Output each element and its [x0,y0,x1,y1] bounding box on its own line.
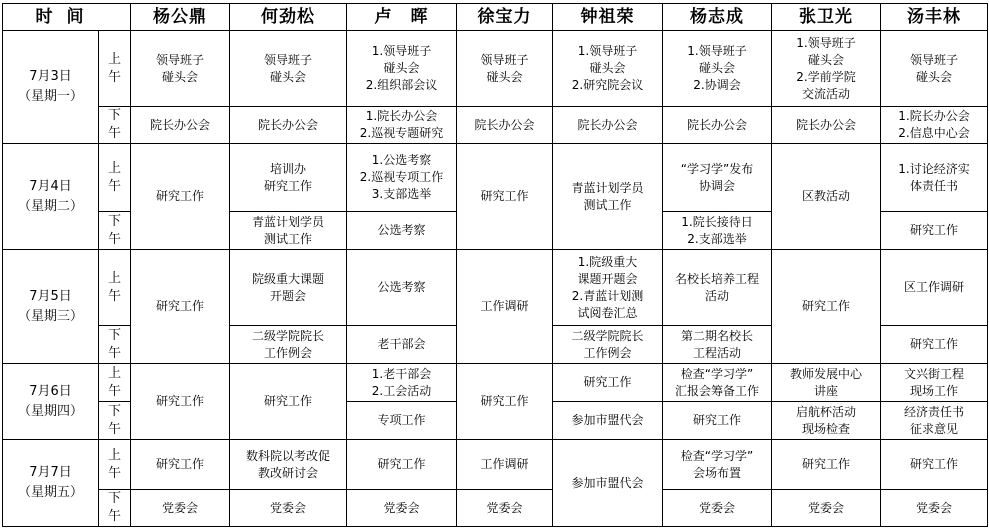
schedule-cell: 院长办公会 [772,107,881,144]
pm-label: 下 午 [99,326,131,364]
schedule-cell: 公选考察 [347,212,457,250]
schedule-cell: 党委会 [772,490,881,527]
schedule-cell: 青蓝计划学员 测试工作 [230,212,347,250]
schedule-cell: 领导班子 碰头会 [131,31,230,107]
schedule-cell: 教师发展中心 讲座 [772,364,881,402]
schedule-cell: 研究工作 [131,144,230,250]
schedule-cell: 1.老干部会 2.工会活动 [347,364,457,402]
schedule-cell: 1.领导班子 碰头会 2.协调会 [663,31,772,107]
schedule-cell: 研究工作 [881,326,988,364]
schedule-cell: 青蓝计划学员 测试工作 [553,144,663,250]
date-cell: 7月7日 （星期五） [3,440,99,527]
schedule-cell: 研究工作 [881,212,988,250]
schedule-cell: “学习学”发布 协调会 [663,144,772,212]
pm-label: 下 午 [99,107,131,144]
time-header: 时间 [3,4,131,31]
schedule-cell: 1.公选考察 2.巡视专项工作 3.支部选举 [347,144,457,212]
day1-am-row [3,31,988,107]
person-header: 杨公鼎 [131,4,230,31]
schedule-cell: 研究工作 [230,364,347,440]
schedule-cell: 参加市盟代会 [553,440,663,527]
schedule-cell: 研究工作 [131,250,230,364]
person-header: 何劲松 [230,4,347,31]
schedule-cell: 老干部会 [347,326,457,364]
schedule-table [2,3,988,527]
pm-label: 下 午 [99,490,131,527]
schedule-cell: 党委会 [881,490,988,527]
day5-pm-row [3,490,988,527]
schedule-cell: 数科院以考改促 教改研讨会 [230,440,347,490]
schedule-cell: 经济责任书 征求意见 [881,402,988,440]
date-cell: 7月4日 （星期二） [3,144,99,250]
schedule-cell: 院长办公会 [457,107,553,144]
schedule-cell: 党委会 [457,490,553,527]
schedule-cell: 研究工作 [457,364,553,440]
schedule-cell: 党委会 [230,490,347,527]
schedule-cell: 文兴街工程 现场工作 [881,364,988,402]
schedule-cell: 公选考察 [347,250,457,326]
schedule-cell: 领导班子 碰头会 [457,31,553,107]
schedule-cell: 研究工作 [347,440,457,490]
schedule-cell: 院长办公会 [131,107,230,144]
schedule-cell: 1.领导班子 碰头会 2.组织部会议 [347,31,457,107]
schedule-cell: 1.院级重大 课题开题会 2.青蓝计划测 试阅卷汇总 [553,250,663,326]
schedule-cell: 研究工作 [131,364,230,440]
schedule-cell: 院长办公会 [553,107,663,144]
schedule-cell: 1.院长办公会 2.信息中心会 [881,107,988,144]
schedule-cell: 参加市盟代会 [553,402,663,440]
schedule-cell: 院长办公会 [663,107,772,144]
schedule-cell: 研究工作 [772,250,881,364]
schedule-cell: 二级学院院长 工作例会 [553,326,663,364]
day4-am-row [3,364,988,402]
schedule-cell: 检查“学习学” 会场布置 [663,440,772,490]
header-row [3,4,988,31]
schedule-cell: 名校长培养工程 活动 [663,250,772,326]
schedule-cell: 1.院长接待日 2.支部选举 [663,212,772,250]
am-label: 上 午 [99,364,131,402]
schedule-cell: 区工作调研 [881,250,988,326]
schedule-cell: 1.院长办公会 2.巡视专题研究 [347,107,457,144]
schedule-cell: 启航杯活动 现场检查 [772,402,881,440]
schedule-cell: 党委会 [663,490,772,527]
schedule-cell: 领导班子 碰头会 [230,31,347,107]
day1-pm-row [3,107,988,144]
am-label: 上 午 [99,250,131,326]
schedule-cell: 研究工作 [881,440,988,490]
person-header: 钟祖荣 [553,4,663,31]
am-label: 上 午 [99,31,131,107]
schedule-cell: 研究工作 [457,144,553,250]
am-label: 上 午 [99,440,131,490]
schedule-cell: 1.领导班子 碰头会 2.研究院会议 [553,31,663,107]
schedule-cell: 检查“学习学” 汇报会筹备工作 [663,364,772,402]
day3-am-row [3,250,988,326]
day2-am-row [3,144,988,212]
pm-label: 下 午 [99,402,131,440]
schedule-cell: 1.讨论经济实 体责任书 [881,144,988,212]
schedule-cell: 第二期名校长 工程活动 [663,326,772,364]
schedule-cell: 党委会 [347,490,457,527]
schedule-cell: 院级重大课题 开题会 [230,250,347,326]
schedule-cell: 研究工作 [131,440,230,490]
schedule-cell: 党委会 [131,490,230,527]
schedule-cell: 区教活动 [772,144,881,250]
schedule-cell: 工作调研 [457,440,553,490]
schedule-cell: 二级学院院长 工作例会 [230,326,347,364]
schedule-cell: 研究工作 [553,364,663,402]
schedule-cell: 专项工作 [347,402,457,440]
person-header: 汤丰林 [881,4,988,31]
person-header: 张卫光 [772,4,881,31]
schedule-cell: 研究工作 [772,440,881,490]
day5-am-row [3,440,988,490]
schedule-cell: 培训办 研究工作 [230,144,347,212]
date-cell: 7月6日 （星期四） [3,364,99,440]
date-cell: 7月5日 （星期三） [3,250,99,364]
person-header: 卢 晖 [347,4,457,31]
person-header: 徐宝力 [457,4,553,31]
schedule-cell: 1.领导班子 碰头会 2.学前学院 交流活动 [772,31,881,107]
schedule-cell: 院长办公会 [230,107,347,144]
schedule-cell: 研究工作 [663,402,772,440]
am-label: 上 午 [99,144,131,212]
schedule-cell: 工作调研 [457,250,553,364]
schedule-cell: 领导班子 碰头会 [881,31,988,107]
person-header: 杨志成 [663,4,772,31]
date-cell: 7月3日 （星期一） [3,31,99,144]
pm-label: 下 午 [99,212,131,250]
